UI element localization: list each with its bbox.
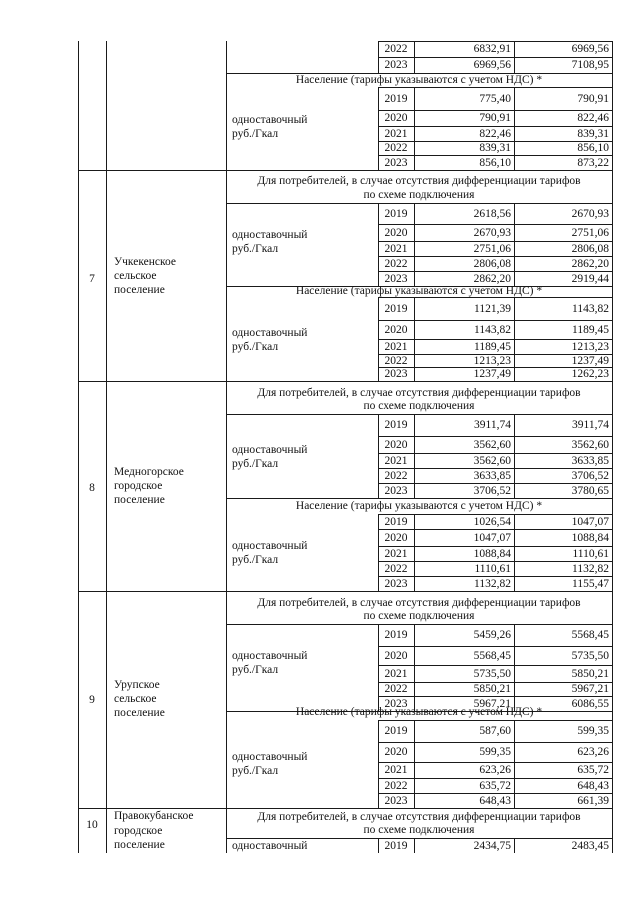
year-cell: 2023 bbox=[384, 697, 408, 710]
value-cell: 3562,60 bbox=[473, 454, 511, 467]
value-cell: 1026,54 bbox=[473, 515, 511, 528]
value-cell: 635,72 bbox=[479, 779, 511, 792]
year-cell: 2020 bbox=[384, 112, 408, 124]
value-cell: 1132,82 bbox=[572, 562, 609, 575]
consumers-header: Для потребителей, в случае отсутствия дифференциации тарифов bbox=[257, 387, 581, 399]
table-rule bbox=[378, 742, 613, 743]
tariff-type-label: одноставочный bbox=[232, 327, 308, 339]
value-cell: 3633,85 bbox=[571, 454, 609, 467]
year-cell: 2022 bbox=[384, 142, 408, 154]
tariff-unit-label: руб./Гкал bbox=[232, 458, 279, 470]
consumers-header: по схеме подключения bbox=[363, 610, 475, 622]
tariff-type-label: одноставочный bbox=[232, 229, 308, 241]
consumers-header: по схеме подключения bbox=[363, 824, 475, 836]
year-cell: 2021 bbox=[384, 340, 408, 353]
consumers-header: Для потребителей, в случае отсутствия дифференциации тарифов bbox=[257, 811, 581, 823]
table-rule bbox=[378, 665, 613, 666]
value-cell: 623,26 bbox=[577, 746, 609, 758]
value-cell: 790,91 bbox=[577, 92, 609, 105]
year-cell: 2020 bbox=[384, 323, 408, 336]
tariff-unit-label: руб./Гкал bbox=[232, 664, 279, 676]
settlement-name: сельское bbox=[114, 693, 157, 705]
value-cell: 1237,49 bbox=[473, 368, 511, 380]
tariff-type-label: одноставочный bbox=[232, 751, 308, 763]
table-rule bbox=[378, 696, 613, 697]
value-cell: 3911,74 bbox=[474, 419, 511, 431]
value-cell: 1121,39 bbox=[474, 302, 511, 315]
population-header: Население (тарифы указываются с учетом НДС) * bbox=[295, 500, 543, 512]
value-cell: 1189,45 bbox=[474, 340, 511, 353]
tariff-type-label: одноставочный bbox=[232, 114, 308, 126]
settlement-number: 8 bbox=[89, 482, 95, 494]
year-cell: 2019 bbox=[384, 419, 408, 431]
value-cell: 7108,95 bbox=[571, 59, 609, 71]
year-cell: 2021 bbox=[384, 242, 408, 255]
value-cell: 3633,85 bbox=[473, 469, 511, 482]
value-cell: 5735,50 bbox=[571, 649, 609, 662]
table-rule bbox=[378, 793, 613, 794]
value-cell: 1132,82 bbox=[474, 577, 511, 590]
consumers-header: по схеме подключения bbox=[363, 400, 475, 412]
settlement-name: городское bbox=[114, 480, 163, 492]
year-cell: 2022 bbox=[384, 354, 408, 367]
value-cell: 1213,23 bbox=[571, 340, 609, 353]
table-rule bbox=[378, 241, 613, 242]
value-cell: 5568,45 bbox=[571, 629, 609, 641]
table-rule bbox=[226, 498, 613, 499]
value-cell: 6969,56 bbox=[473, 59, 511, 71]
value-cell: 635,72 bbox=[577, 764, 609, 776]
value-cell: 5967,21 bbox=[473, 697, 511, 710]
table-rule bbox=[78, 808, 613, 809]
consumers-header: по схеме подключения bbox=[363, 189, 475, 201]
settlement-name: сельское bbox=[114, 270, 157, 282]
year-cell: 2021 bbox=[384, 547, 408, 560]
population-header: Население (тарифы указываются с учетом НДС) * bbox=[295, 706, 543, 718]
value-cell: 856,10 bbox=[577, 142, 609, 154]
table-rule bbox=[378, 646, 613, 647]
value-cell: 1155,47 bbox=[572, 577, 609, 590]
value-cell: 822,46 bbox=[577, 112, 609, 124]
settlement-name: поселение bbox=[114, 707, 165, 719]
value-cell: 599,35 bbox=[479, 746, 511, 758]
value-cell: 3562,60 bbox=[473, 438, 511, 451]
settlement-number: 10 bbox=[86, 819, 98, 831]
value-cell: 790,91 bbox=[479, 112, 511, 124]
year-cell: 2019 bbox=[384, 725, 408, 737]
year-cell: 2019 bbox=[384, 629, 408, 641]
year-cell: 2023 bbox=[384, 272, 408, 285]
settlement-name: Медногорское bbox=[114, 466, 184, 478]
value-cell: 1110,61 bbox=[572, 547, 609, 560]
value-cell: 3706,52 bbox=[571, 469, 609, 482]
value-cell: 2806,08 bbox=[571, 242, 609, 255]
value-cell: 839,31 bbox=[577, 127, 609, 140]
tariff-type-label: одноставочный bbox=[232, 540, 308, 552]
table-rule bbox=[378, 57, 613, 58]
value-cell: 6969,56 bbox=[571, 43, 609, 55]
value-cell: 2483,45 bbox=[571, 840, 609, 852]
value-cell: 2806,08 bbox=[473, 257, 511, 270]
value-cell: 5459,26 bbox=[473, 629, 511, 641]
value-cell: 587,60 bbox=[479, 725, 511, 737]
year-cell: 2023 bbox=[384, 577, 408, 590]
value-cell: 1262,23 bbox=[571, 368, 609, 380]
value-cell: 3562,60 bbox=[571, 438, 609, 451]
tariff-type-label: одноставочный bbox=[232, 650, 308, 662]
value-cell: 5568,45 bbox=[473, 649, 511, 662]
consumers-header: Для потребителей, в случае отсутствия дифференциации тарифов bbox=[257, 597, 581, 609]
value-cell: 856,10 bbox=[479, 156, 511, 169]
year-cell: 2022 bbox=[384, 257, 408, 270]
year-cell: 2019 bbox=[384, 302, 408, 315]
value-cell: 1237,49 bbox=[571, 354, 609, 367]
value-cell: 1047,07 bbox=[571, 515, 609, 528]
table-rule bbox=[78, 170, 613, 171]
table-rule bbox=[378, 110, 613, 111]
tariff-unit-label: руб./Гкал bbox=[232, 765, 279, 777]
consumers-header: Для потребителей, в случае отсутствия дифференциации тарифов bbox=[257, 175, 581, 187]
table-rule bbox=[378, 141, 613, 142]
year-cell: 2020 bbox=[384, 746, 408, 758]
value-cell: 1047,07 bbox=[473, 531, 511, 544]
settlement-number: 9 bbox=[89, 694, 95, 706]
settlement-name: Правокубанское bbox=[114, 810, 194, 822]
tariff-type-label: одноставочный bbox=[232, 444, 308, 456]
value-cell: 661,39 bbox=[577, 794, 609, 807]
table-rule bbox=[226, 203, 613, 204]
settlement-name: поселение bbox=[114, 839, 165, 851]
year-cell: 2021 bbox=[384, 667, 408, 680]
year-cell: 2021 bbox=[384, 127, 408, 140]
year-cell: 2023 bbox=[384, 156, 408, 169]
table-rule bbox=[378, 529, 613, 530]
table-rule bbox=[378, 354, 613, 355]
value-cell: 839,31 bbox=[479, 142, 511, 154]
tariff-unit-label: руб./Гкал bbox=[232, 243, 279, 255]
table-rule bbox=[378, 367, 613, 368]
value-cell: 873,22 bbox=[577, 156, 609, 169]
value-cell: 5735,50 bbox=[473, 667, 511, 680]
table-rule bbox=[378, 339, 613, 340]
value-cell: 5850,21 bbox=[473, 683, 511, 695]
year-cell: 2020 bbox=[384, 649, 408, 662]
value-cell: 1143,82 bbox=[474, 323, 511, 336]
year-cell: 2023 bbox=[384, 484, 408, 497]
population-header: Население (тарифы указываются с учетом НДС) * bbox=[295, 285, 543, 297]
table-rule bbox=[378, 546, 613, 547]
value-cell: 599,35 bbox=[577, 725, 609, 737]
settlement-name: Урупское bbox=[114, 679, 160, 691]
year-cell: 2023 bbox=[384, 368, 408, 380]
value-cell: 6086,55 bbox=[571, 697, 609, 710]
table-rule bbox=[378, 271, 613, 272]
table-rule bbox=[378, 320, 613, 321]
table-rule bbox=[378, 778, 613, 779]
table-rule bbox=[378, 468, 613, 469]
year-cell: 2022 bbox=[384, 779, 408, 792]
value-cell: 3706,52 bbox=[473, 484, 511, 497]
value-cell: 623,26 bbox=[479, 764, 511, 776]
table-rule bbox=[378, 453, 613, 454]
value-cell: 1110,61 bbox=[474, 562, 511, 575]
table-rule bbox=[378, 576, 613, 577]
year-cell: 2022 bbox=[384, 43, 408, 55]
table-rule bbox=[378, 762, 613, 763]
value-cell: 5850,21 bbox=[571, 667, 609, 680]
value-cell: 2862,20 bbox=[473, 272, 511, 285]
value-cell: 2751,06 bbox=[571, 226, 609, 239]
table-rule bbox=[378, 561, 613, 562]
table-rule bbox=[378, 224, 613, 225]
table-rule bbox=[226, 41, 227, 853]
value-cell: 775,40 bbox=[479, 92, 511, 105]
table-rule bbox=[78, 41, 79, 853]
value-cell: 6832,91 bbox=[473, 43, 511, 55]
value-cell: 1213,23 bbox=[473, 354, 511, 367]
settlement-name: городское bbox=[114, 825, 163, 837]
value-cell: 648,43 bbox=[479, 794, 511, 807]
table-rule bbox=[378, 682, 613, 683]
value-cell: 1088,84 bbox=[473, 547, 511, 560]
tariff-unit-label: руб./Гкал bbox=[232, 554, 279, 566]
year-cell: 2023 bbox=[384, 59, 408, 71]
table-rule bbox=[226, 414, 613, 415]
year-cell: 2022 bbox=[384, 469, 408, 482]
year-cell: 2019 bbox=[384, 515, 408, 528]
table-rule bbox=[378, 436, 613, 437]
year-cell: 2019 bbox=[384, 840, 408, 852]
table-rule bbox=[612, 41, 613, 853]
year-cell: 2022 bbox=[384, 562, 408, 575]
value-cell: 3911,74 bbox=[572, 419, 609, 431]
year-cell: 2020 bbox=[384, 531, 408, 544]
value-cell: 648,43 bbox=[577, 779, 609, 792]
year-cell: 2021 bbox=[384, 454, 408, 467]
value-cell: 2919,44 bbox=[571, 272, 609, 285]
value-cell: 2670,93 bbox=[571, 207, 609, 220]
value-cell: 1088,84 bbox=[571, 531, 609, 544]
tariff-type-label: одноставочный bbox=[232, 840, 308, 852]
table-rule bbox=[78, 591, 613, 592]
year-cell: 2022 bbox=[384, 683, 408, 695]
value-cell: 2618,56 bbox=[473, 207, 511, 220]
value-cell: 3780,65 bbox=[571, 484, 609, 497]
year-cell: 2019 bbox=[384, 207, 408, 220]
year-cell: 2023 bbox=[384, 794, 408, 807]
table-rule bbox=[378, 483, 613, 484]
value-cell: 2751,06 bbox=[473, 242, 511, 255]
value-cell: 2670,93 bbox=[473, 226, 511, 239]
tariff-unit-label: руб./Гкал bbox=[232, 341, 279, 353]
year-cell: 2021 bbox=[384, 764, 408, 776]
settlement-number: 7 bbox=[89, 273, 95, 285]
tariff-unit-label: руб./Гкал bbox=[232, 128, 279, 140]
table-rule bbox=[226, 624, 613, 625]
year-cell: 2020 bbox=[384, 226, 408, 239]
value-cell: 822,46 bbox=[479, 127, 511, 140]
value-cell: 2434,75 bbox=[473, 840, 511, 852]
value-cell: 2862,20 bbox=[571, 257, 609, 270]
value-cell: 1189,45 bbox=[572, 323, 609, 336]
population-header: Население (тарифы указываются с учетом НДС) * bbox=[295, 74, 543, 86]
settlement-name: поселение bbox=[114, 284, 165, 296]
year-cell: 2019 bbox=[384, 92, 408, 105]
table-rule bbox=[378, 126, 613, 127]
table-rule bbox=[226, 838, 613, 839]
table-rule bbox=[106, 41, 107, 853]
value-cell: 1143,82 bbox=[572, 302, 609, 315]
table-rule bbox=[378, 155, 613, 156]
settlement-name: Учкекенское bbox=[114, 256, 176, 268]
settlement-name: поселение bbox=[114, 494, 165, 506]
table-rule bbox=[78, 381, 613, 382]
value-cell: 5967,21 bbox=[571, 683, 609, 695]
table-rule bbox=[378, 256, 613, 257]
year-cell: 2020 bbox=[384, 438, 408, 451]
